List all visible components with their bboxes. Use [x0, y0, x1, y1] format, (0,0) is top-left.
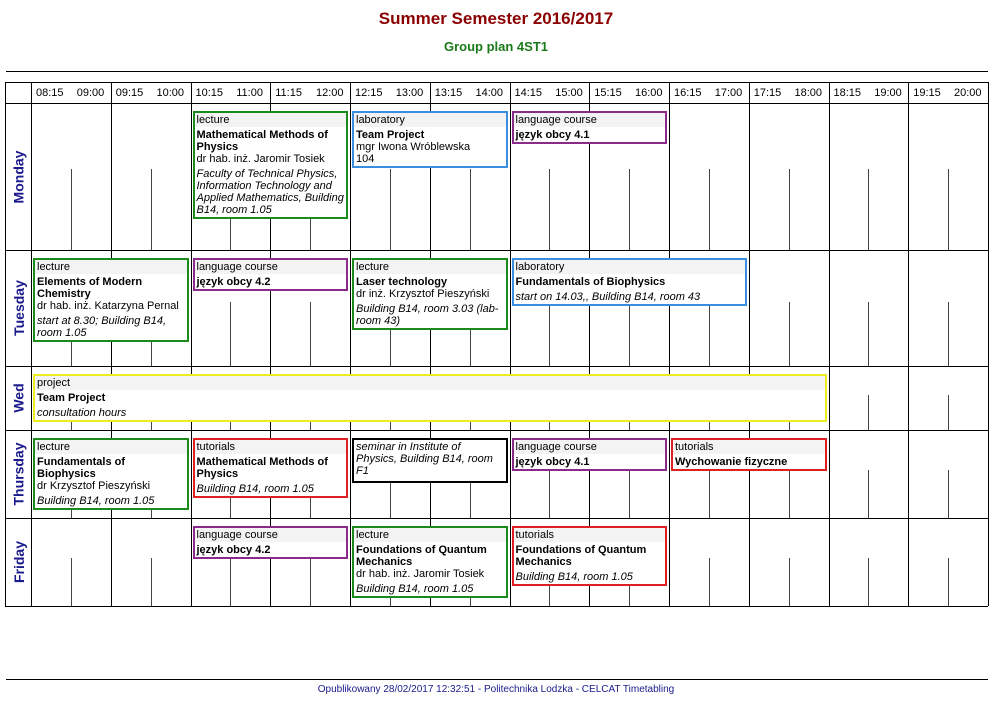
event-type: tutorials — [673, 440, 825, 454]
day-label-thursday — [5, 430, 32, 518]
time-end-label: 10:00 — [156, 87, 185, 99]
group-plan-subtitle: Group plan 4ST1 — [443, 39, 548, 54]
event-type: lecture — [35, 440, 187, 454]
time-end-label: 20:00 — [954, 87, 982, 99]
time-end-label: 13:00 — [395, 87, 424, 99]
grid-half-line — [151, 169, 152, 250]
event-type: lecture — [354, 260, 506, 274]
grid-half-line — [390, 169, 391, 250]
time-end-label: 19:00 — [874, 87, 902, 99]
time-start-label: 14:15 — [514, 87, 543, 99]
grid-half-line — [629, 302, 630, 366]
grid-hline — [5, 430, 988, 431]
event-type: project — [35, 376, 825, 390]
day-label-tuesday — [5, 250, 32, 366]
grid-half-line — [789, 558, 790, 606]
event-note: start at 8.30; Building B14, room 1.05 — [37, 315, 167, 339]
grid-half-line — [868, 470, 869, 518]
event-type: tutorials — [514, 528, 666, 542]
event-title: Laser technology — [356, 276, 448, 288]
grid-half-line — [549, 169, 550, 250]
event-type: laboratory — [514, 260, 745, 274]
event-block[interactable] — [671, 438, 827, 471]
event-title: Team Project — [356, 129, 425, 141]
grid-vline — [749, 82, 750, 606]
event-block[interactable] — [352, 258, 508, 330]
event-title: język obcy 4.2 — [196, 276, 271, 288]
time-end-label: 15:00 — [555, 87, 583, 99]
event-type: lecture — [354, 528, 506, 542]
grid-hline — [5, 606, 988, 607]
time-start-label: 19:15 — [913, 87, 941, 99]
grid-half-line — [709, 558, 710, 606]
grid-half-line — [789, 302, 790, 366]
event-type: language course — [514, 113, 666, 127]
time-start-label: 09:15 — [115, 87, 144, 99]
grid-vline — [908, 82, 909, 606]
event-title: język obcy 4.1 — [515, 456, 590, 468]
grid-half-line — [549, 302, 550, 366]
event-detail: mgr Iwona Wróblewska — [356, 141, 471, 153]
time-start-label: 13:15 — [434, 87, 463, 99]
event-type: lecture — [195, 113, 347, 127]
day-name: Tuesday — [10, 280, 27, 336]
event-title: Foundations of Quantum Mechanics — [356, 544, 487, 568]
event-type: language course — [195, 260, 347, 274]
day-label-wed — [5, 366, 32, 430]
grid-half-line — [948, 169, 949, 250]
grid-half-line — [789, 169, 790, 250]
time-start-label: 18:15 — [833, 87, 862, 99]
time-start-label: 11:15 — [275, 87, 302, 99]
day-label-monday — [5, 103, 32, 250]
grid-half-line — [549, 470, 550, 518]
event-block[interactable] — [193, 438, 349, 498]
time-start-label: 10:15 — [195, 87, 224, 99]
event-type: lecture — [35, 260, 187, 274]
grid-hline — [5, 250, 988, 251]
time-end-label: 14:00 — [475, 87, 504, 99]
grid-half-line — [470, 169, 471, 250]
event-note: consultation hours — [37, 407, 127, 419]
grid-half-line — [868, 395, 869, 430]
grid-half-line — [948, 470, 949, 518]
grid-half-line — [230, 302, 231, 366]
grid-hline — [5, 366, 988, 367]
event-block[interactable] — [193, 526, 349, 559]
time-end-label: 11:00 — [236, 87, 263, 99]
grid-vline — [111, 82, 112, 606]
event-block[interactable] — [512, 526, 668, 586]
event-detail: dr inż. Krzysztof Pieszyński — [356, 288, 490, 300]
grid-half-line — [948, 395, 949, 430]
grid-half-line — [71, 558, 72, 606]
grid-vline — [669, 82, 670, 606]
event-detail: dr hab. inż. Jaromir Tosiek — [356, 568, 485, 580]
event-note: Building B14, room 1.05 — [37, 495, 155, 507]
event-detail: dr Krzysztof Pieszyński — [37, 480, 151, 492]
grid-half-line — [310, 302, 311, 366]
page-title: Summer Semester 2016/2017 — [378, 9, 614, 28]
grid-half-line — [310, 558, 311, 606]
grid-vline — [829, 82, 830, 606]
grid-half-line — [868, 169, 869, 250]
event-detail: 104 — [356, 153, 375, 165]
time-end-label: 17:00 — [714, 87, 743, 99]
grid-hline — [5, 103, 988, 104]
event-title: Mathematical Methods of Physics — [196, 456, 328, 480]
time-start-label: 16:15 — [674, 87, 702, 99]
event-note: Building B14, room 1.05 — [356, 583, 474, 595]
event-block[interactable] — [193, 111, 349, 219]
event-block[interactable] — [512, 258, 747, 306]
day-name: Friday — [10, 540, 27, 584]
time-start-label: 17:15 — [753, 87, 782, 99]
event-block[interactable] — [512, 111, 668, 144]
event-note: Faculty of Technical Physics, Information Technology and Applied Mathematics, Building B14, room 1.05 — [196, 168, 344, 216]
event-note: start on 14.03,, Building B14, room 43 — [515, 291, 701, 303]
event-title: Wychowanie fizyczne — [675, 456, 788, 468]
event-block[interactable] — [33, 374, 827, 422]
grid-vline — [350, 82, 351, 606]
grid-half-line — [230, 558, 231, 606]
event-title: Elements of Modern Chemistry — [37, 276, 143, 300]
day-name: Thursday — [10, 442, 27, 506]
grid-half-line — [709, 302, 710, 366]
event-block[interactable] — [33, 438, 189, 510]
event-title: Mathematical Methods of Physics — [196, 129, 328, 153]
grid-half-line — [948, 302, 949, 366]
event-title: Team Project — [37, 392, 106, 404]
day-name: Wed — [10, 383, 27, 413]
grid-half-line — [629, 169, 630, 250]
day-label-friday — [5, 518, 32, 606]
grid-half-line — [709, 470, 710, 518]
grid-half-line — [71, 169, 72, 250]
event-type: language course — [514, 440, 666, 454]
time-start-label: 12:15 — [355, 87, 383, 99]
time-end-label: 09:00 — [76, 87, 105, 99]
grid-half-line — [629, 470, 630, 518]
event-type: language course — [195, 528, 347, 542]
day-name: Monday — [10, 150, 27, 203]
event-note: Building B14, room 3.03 (lab-room 43) — [356, 303, 499, 327]
publication-footer: Opublikowany 28/02/2017 12:32:51 - Politechnika Lodzka - CELCAT Timetabling — [317, 684, 675, 695]
footer-divider — [6, 679, 988, 680]
event-detail: dr hab. inż. Katarzyna Pernal — [37, 300, 179, 312]
event-block[interactable] — [352, 438, 508, 483]
event-title: Fundamentals of Biophysics — [515, 276, 666, 288]
event-block[interactable] — [512, 438, 668, 471]
time-start-label: 08:15 — [36, 87, 64, 99]
grid-half-line — [868, 302, 869, 366]
event-title: Foundations of Quantum Mechanics — [515, 544, 647, 568]
top-divider — [6, 71, 988, 72]
grid-half-line — [151, 558, 152, 606]
event-title: Fundamentals of Biophysics — [37, 456, 126, 480]
time-start-label: 15:15 — [594, 87, 622, 99]
event-title: język obcy 4.1 — [515, 129, 590, 141]
time-end-label: 16:00 — [635, 87, 663, 99]
event-note: Building B14, room 1.05 — [515, 571, 633, 583]
grid-hline — [5, 518, 988, 519]
event-note: Building B14, room 1.05 — [196, 483, 314, 495]
grid-vline — [988, 82, 989, 606]
event-type: laboratory — [354, 113, 506, 127]
event-block[interactable] — [352, 111, 508, 168]
grid-half-line — [948, 558, 949, 606]
time-end-label: 18:00 — [794, 87, 823, 99]
event-type: seminar in Institute of Physics, Building B14, room F1 — [354, 440, 506, 478]
event-type: tutorials — [195, 440, 347, 454]
event-detail: dr hab. inż. Jaromir Tosiek — [196, 153, 325, 165]
grid-half-line — [709, 169, 710, 250]
grid-hline — [5, 82, 988, 83]
grid-half-line — [789, 470, 790, 518]
event-block[interactable] — [193, 258, 349, 291]
event-block[interactable] — [352, 526, 508, 598]
event-block[interactable] — [33, 258, 189, 342]
time-end-label: 12:00 — [316, 87, 344, 99]
grid-half-line — [868, 558, 869, 606]
event-title: język obcy 4.2 — [196, 544, 271, 556]
